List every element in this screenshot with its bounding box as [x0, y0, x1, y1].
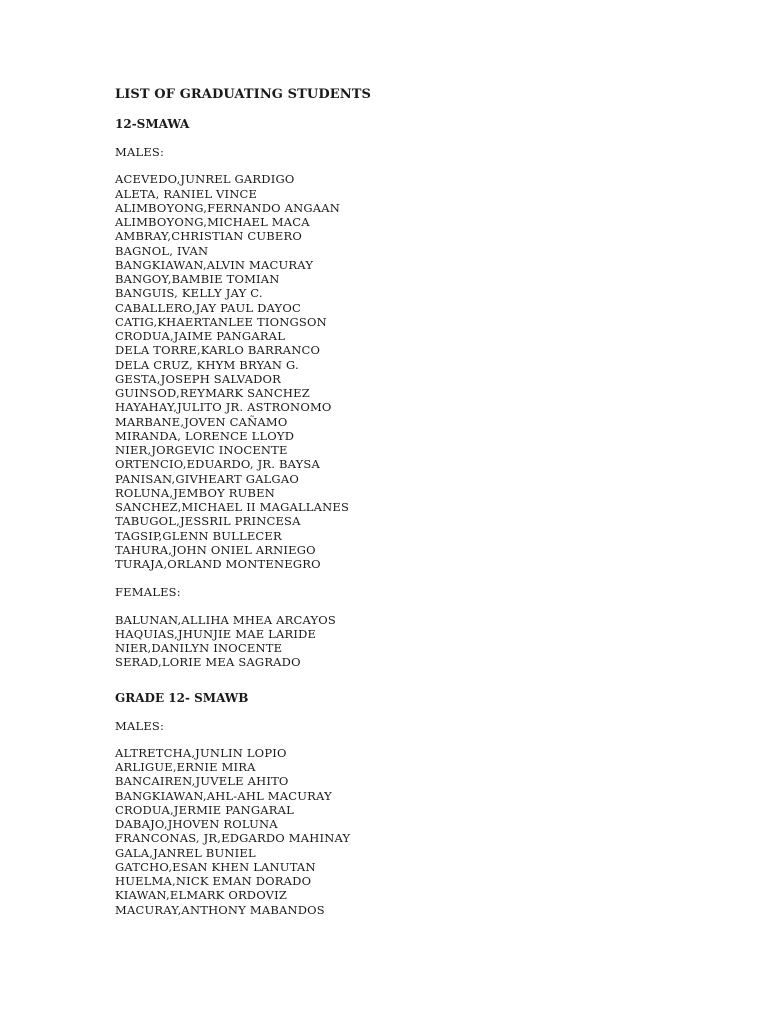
student-name: TABUGOL,JESSRIL PRINCESA	[115, 514, 301, 529]
document-body	[115, 86, 675, 931]
student-name: CRODUA,JERMIE PANGARAL	[115, 802, 294, 817]
student-name: FRANCONAS, JR,EDGARDO MAHINAY	[115, 831, 351, 846]
student-name: HAYAHAY,JULITO JR. ASTRONOMO	[115, 400, 332, 415]
student-name: NIER,JORGEVIC INOCENTE	[115, 443, 288, 458]
gender-group-label: MALES:	[115, 718, 165, 733]
student-name: ROLUNA,JEMBOY RUBEN	[115, 485, 275, 500]
student-name-list	[115, 613, 675, 670]
student-name: ALTRETCHA,JUNLIN LOPIO	[115, 745, 287, 760]
student-name: BANGKIAWAN,ALVIN MACURAY	[115, 257, 314, 272]
student-name: TURAJA,ORLAND MONTENEGRO	[115, 557, 321, 572]
class-section	[115, 690, 675, 917]
student-name: KIAWAN,ELMARK ORDOVIZ	[115, 888, 288, 903]
student-name: BAGNOL, IVAN	[115, 243, 209, 258]
section-heading: GRADE 12- SMAWB	[115, 690, 249, 705]
student-name: MIRANDA, LORENCE LLOYD	[115, 428, 295, 443]
student-name: GALA,JANREL BUNIEL	[115, 845, 256, 860]
student-name: DELA TORRE,KARLO BARRANCO	[115, 343, 321, 358]
student-name: BANGKIAWAN,AHL-AHL MACURAY	[115, 788, 332, 803]
class-section	[115, 116, 675, 670]
student-name: ARLIGUE,ERNIE MIRA	[115, 760, 256, 775]
student-name: ALIMBOYONG,FERNANDO ANGAAN	[115, 200, 341, 215]
student-name: MACURAY,ANTHONY MABANDOS	[115, 902, 325, 917]
student-name: BALUNAN,ALLIHA MHEA ARCAYOS	[115, 612, 336, 627]
student-name: CABALLERO,JAY PAUL DAYOC	[115, 300, 301, 315]
section-heading: 12-SMAWA	[115, 117, 190, 131]
student-name: GUINSOD,REYMARK SANCHEZ	[115, 386, 310, 401]
student-name: CRODUA,JAIME PANGARAL	[115, 329, 286, 344]
student-name: BANGUIS, KELLY JAY C.	[115, 286, 263, 301]
student-name: HUELMA,NICK EMAN DORADO	[115, 874, 312, 889]
student-name: NIER,DANILYN INOCENTE	[115, 641, 283, 656]
student-name: DELA CRUZ, KHYM BRYAN G.	[115, 357, 299, 372]
student-name: ORTENCIO,EDUARDO, JR. BAYSA	[115, 457, 321, 472]
gender-group-label: MALES:	[115, 145, 165, 159]
student-name: BANGOY,BAMBIE TOMIAN	[115, 272, 280, 287]
student-name: ACEVEDO,JUNREL GARDIGO	[115, 172, 295, 187]
student-name-list	[115, 172, 675, 571]
student-name: CATIG,KHAERTANLEE TIONGSON	[115, 314, 327, 329]
student-name: DABAJO,JHOVEN ROLUNA	[115, 817, 278, 832]
student-name: PANISAN,GIVHEART GALGAO	[115, 471, 299, 486]
gender-group-label: FEMALES:	[115, 585, 181, 600]
student-name: MARBANE,JOVEN CAÑAMO	[115, 414, 288, 429]
student-name: SERAD,LORIE MEA SAGRADO	[115, 655, 301, 670]
student-name: TAHURA,JOHN ONIEL ARNIEGO	[115, 542, 316, 557]
student-name: HAQUIAS,JHUNJIE MAE LARIDE	[115, 626, 317, 641]
student-name: BANCAIREN,JUVELE AHITO	[115, 774, 289, 789]
student-name: GATCHO,ESAN KHEN LANUTAN	[115, 859, 316, 874]
student-name: AMBRAY,CHRISTIAN CUBERO	[115, 229, 302, 244]
student-name: GESTA,JOSEPH SALVADOR	[115, 371, 281, 386]
student-name: SANCHEZ,MICHAEL II MAGALLANES	[115, 500, 350, 515]
student-name: ALIMBOYONG,MICHAEL MACA	[115, 215, 310, 230]
document-title: LIST OF GRADUATING STUDENTS	[115, 87, 371, 102]
student-name: TAGSIP,GLENN BULLECER	[115, 528, 282, 543]
sections-container	[115, 116, 675, 917]
student-name-list	[115, 746, 675, 917]
student-name: ALETA, RANIEL VINCE	[115, 186, 258, 201]
